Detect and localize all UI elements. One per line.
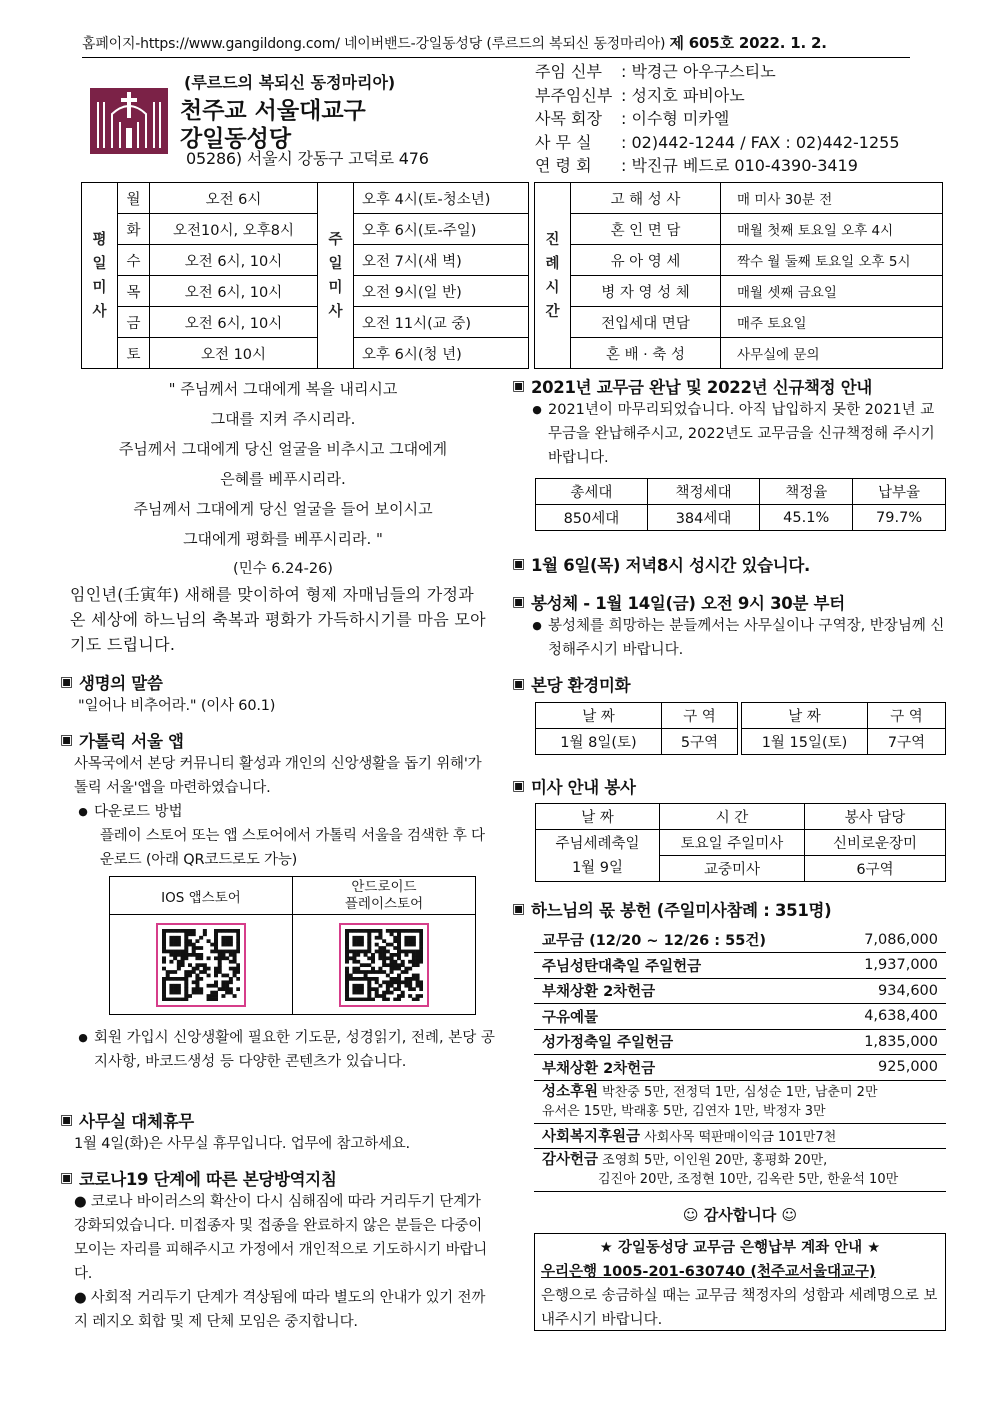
covid-guidelines-section: ▣ 코로나19 단계에 따른 본당방역지침 ● 코로나 바이러스의 확산이 다시 심해짐에 따라 거리두기 단계가 강화되었습니다. 미접종자 및 접종을 완료하지 않은 분들은 다중이 모이는 자리를 피해주시고 가정에서 개인적으로 기도하시기 바랍니다. ● 사회적 거리두기 단계가 격상됨에 따라 별도의 안내가 있기 전까지 레지오 회합 및 제 단체 모임은 중지합니다. bbox=[60, 1170, 488, 1330]
holy-hour-section: ▣ 1월 6일(목) 저녁8시 성시간 있습니다. bbox=[512, 556, 811, 575]
parish-logo bbox=[90, 88, 168, 154]
section-square-icon: ▣ bbox=[60, 674, 73, 690]
newsletter-top-line bbox=[82, 32, 910, 58]
word-of-life-section: ▣ 생명의 말씀 "일어나 비추어라." (이사 60.1) bbox=[60, 674, 276, 714]
bullet-icon: ● bbox=[532, 619, 542, 632]
staff-row: 주임 신부 : 박경근 아우구스티노 bbox=[535, 62, 776, 81]
home-communion-section: ▣ 봉성체 - 1월 14일(금) 오전 9시 30분 부터 ● 봉성체를 희망하는 분들께서는 사무실이나 구역장, 반장님께 신청해주시기 바랍니다. bbox=[512, 590, 952, 662]
offering-table: 교무금 (12/20 ~ 12/26 : 55건) 7,086,000 주님성탄대축일 주일헌금 1,937,000 부채상환 2차헌금 934,600 구유예물 4,638,400 성가정축일 주일헌금 1,835,000 부채상환 2차헌금 925,000 성소후원 박찬중 5만, 전정덕 1만, 심성순 1만, 남춘미 2만 유서은 15만, 박래홍 5만, 김연자 1만, 박정자 3만 사회복지후원금 사회사목 떡판매이익금 101만7천 감사헌금 조영희 5만, 이인원 20만, 홍평화 20만, 김진아 20만, 조정현 10만, 김옥란 5만, 한윤석 10만 bbox=[534, 927, 946, 1192]
sunday-mass-label: 주 일 미 사 bbox=[318, 183, 354, 369]
section-square-icon: ▣ bbox=[60, 1170, 73, 1186]
staff-row: 사 무 실 : 02)442-1244 / FAX : 02)442-1255 bbox=[535, 132, 900, 152]
blessing-quote: " 주님께서 그대에게 복을 내리시고 그대를 지켜 주시리라. 주님께서 그대에게 당신 얼굴을 비추시고 그대에게 은혜를 베푸시리라. 주님께서 그대에게 당신 얼굴을 들어 보이시고 그대에게 평화를 베푸시리라. " (민수 6.24-26) bbox=[118, 380, 448, 577]
diocese-title: 천주교 서울대교구 bbox=[180, 98, 366, 124]
section-square-icon: ▣ bbox=[60, 732, 73, 748]
qr-code-table: IOS 앱스토어 안드로이드 플레이스토어 bbox=[109, 876, 476, 1015]
mass-service-section: ▣ 미사 안내 봉사 bbox=[512, 778, 636, 797]
cleaning-section: ▣ 본당 환경미화 bbox=[512, 676, 631, 695]
android-qr-code[interactable] bbox=[339, 923, 429, 1007]
staff-row: 부주임신부 : 성지호 파비아노 bbox=[535, 85, 745, 105]
bullet-icon: ● bbox=[532, 403, 542, 416]
website-band-info: 홈페이지-https://www.gangildong.com/ 네이버밴드-강일동성당 (루르드의 복되신 동정마리아) bbox=[82, 36, 666, 52]
bank-account-box: ★ 강일동성당 교무금 은행납부 계좌 안내 ★ 우리은행 1005-201-630740 (천주교서울대교구) 은행으로 송금하실 때는 교무금 책정자의 성함과 세례명으로 보내주시기 바랍니다. bbox=[534, 1233, 946, 1331]
catholic-seoul-app-section: ▣ 가톨릭 서울 앱 사목국에서 본당 커뮤니티 활성과 개인의 신앙생활을 돕기 위해'가톨릭 서울'앱을 마련하였습니다. ● 다운로드 방법 플레이 스토어 또는 앱 스토어에서 가톨릭 서울을 검색한 후 다운로드 (아래 QR코드로도 가능) bbox=[60, 732, 485, 868]
sacrament-label: 진 례 시 간 bbox=[535, 183, 571, 369]
new-year-greeting: 임인년(壬寅年) 새해를 맞이하여 형제 자매님들의 가정과 온 세상에 하느님의 축복과 평화가 가득하시기를 마음 모아 기도 드립니다. bbox=[70, 585, 486, 654]
section-square-icon: ▣ bbox=[512, 778, 525, 794]
weekday-mass-label: 평 일 미 사 bbox=[82, 183, 118, 369]
bullet-icon: ● bbox=[74, 1194, 91, 1210]
section-square-icon: ▣ bbox=[512, 676, 525, 692]
section-square-icon: ▣ bbox=[512, 901, 525, 917]
issue-number-date: 제 605호 2022. 1. 2. bbox=[669, 34, 827, 52]
section-square-icon: ▣ bbox=[512, 594, 525, 610]
staff-row: 사목 회장 : 이수형 미카엘 bbox=[535, 109, 730, 128]
staff-row: 연 령 회 : 박진규 베드로 010-4390-3419 bbox=[535, 156, 858, 175]
office-closure-section: ▣ 사무실 대체휴무 1월 4일(화)은 사무실 휴무입니다. 업무에 참고하세요. bbox=[60, 1112, 410, 1152]
mass-service-table: 날 짜 시 간 봉사 담당 주님세례축일 1월 9일 토요일 주일미사 신비로운장미 교중미사 6구역 bbox=[535, 803, 946, 882]
app-note: ● 회원 가입시 신앙생활에 필요한 기도문, 성경읽기, 전례, 본당 공지사항, 바코드생성 등 다양한 콘텐츠가 있습니다. bbox=[60, 1026, 495, 1074]
ios-qr-code[interactable] bbox=[156, 923, 246, 1007]
dues-table: 총세대 책정세대 책정율 납부율 850세대 384세대 45.1% 79.7% bbox=[535, 478, 946, 531]
dues-section: ▣ 2021년 교무금 완납 및 2022년 신규책정 안내 ● 2021년이 마무리되었습니다. 아직 납입하지 못한 2021년 교무금을 완납해주시고, 2022년도 교무금을 신규책정해 주시기 바랍니다. bbox=[512, 374, 952, 470]
thank-you-note: ☺ 감사합니다 ☺ bbox=[682, 1206, 798, 1224]
bullet-icon: ● bbox=[74, 1290, 91, 1306]
section-square-icon: ▣ bbox=[60, 1112, 73, 1128]
parish-title: 강일동성당 bbox=[180, 126, 292, 152]
section-square-icon: ▣ bbox=[512, 378, 525, 394]
mass-schedule-table: 평 일 미 사 월 오전 6시 주 일 미 사 오후 4시(토-청소년) 진 례 시 간 고 해 성 사 매 미사 30분 전 화 오전10시, 오후8시 오후 6시(토-주일) 혼 인 면 담 매월 첫째 토요일 오후 4시 수 오전 6시, 10시 오전 7시(새 벽) 유 아 영 세 짝수 월 둘째 토요일 오후 5시 목 오전 6시, 10시 오전 9시(일 반) 병 자 영 성 체 매월 셋째 금요일 금 오전 6시, 10시 오전 11시(교 중) 전입세대 면담 매주 토요일 토 오전 10시 오후 6시(청 년) 혼 배 · 축 성 사무실에 문의 bbox=[81, 182, 943, 369]
bank-account-number: 우리은행 1005-201-630740 (천주교서울대교구) bbox=[541, 1264, 876, 1280]
patron-name: (루르드의 복되신 동정마리아) bbox=[184, 73, 396, 92]
bullet-icon: ● bbox=[78, 805, 88, 818]
cleaning-table: 날 짜 구 역 날 짜 구 역 1월 8일(토) 5구역 1월 15일(토) 7구역 bbox=[535, 702, 946, 755]
staff-info bbox=[535, 60, 900, 178]
parish-address: 05286) 서울시 강동구 고덕로 476 bbox=[186, 149, 429, 168]
section-square-icon: ▣ bbox=[512, 556, 525, 572]
offering-section: ▣ 하느님의 몫 봉헌 (주일미사참례 : 351명) bbox=[512, 901, 832, 920]
bullet-icon: ● bbox=[78, 1031, 88, 1044]
